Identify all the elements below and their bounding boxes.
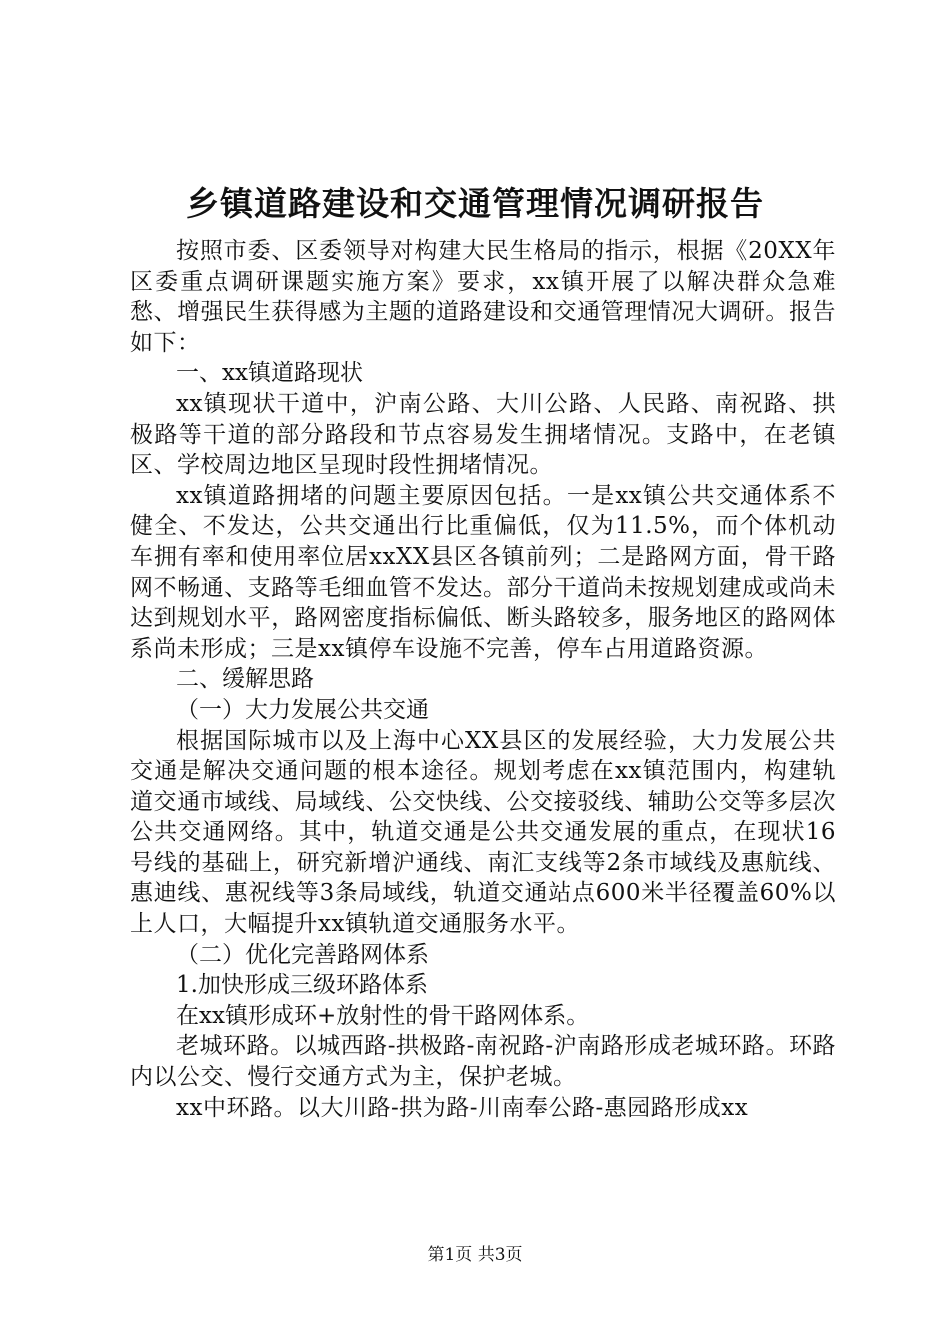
section-heading-2: 二、缓解思路 <box>176 666 314 693</box>
subsection-heading-2: （二）优化完善路网体系 <box>176 941 429 968</box>
intro-paragraph: 按照市委、区委领导对构建大民生格局的指示，根据《20XX年区委重点调研课题实施方案》要求，xx镇开展了以解决群众急难愁、增强民生获得感为主题的道路建设和交通管理情况大调研。报告如下： <box>130 238 836 356</box>
ring-system-paragraph: 在xx镇形成环+放射性的骨干路网体系。 <box>176 1002 590 1029</box>
causes-paragraph: xx镇道路拥堵的问题主要原因包括。一是xx镇公共交通体系不健全、不发达，公共交通出行比重偏低，仅为11.5%，而个体机动车拥有率和使用率位居xxXX县区各镇前列；二是路网方面，骨干路网不畅通、支路等毛细血管不发达。部分干道尚未按规划建成或尚未达到规划水平，路网密度指标偏低、断头路较多，服务地区的路网体系尚未形成；三是xx镇停车设施不完善，停车占用道路资源。 <box>130 482 836 662</box>
status-paragraph: xx镇现状干道中，沪南公路、大川公路、人民路、南祝路、拱极路等干道的部分路段和节点容易发生拥堵情况。支路中，在老镇区、学校周边地区呈现时段性拥堵情况。 <box>130 390 836 479</box>
middle-ring-paragraph: xx中环路。以大川路-拱为路-川南奉公路-惠园路形成xx <box>176 1094 749 1121</box>
document-body <box>130 236 836 1123</box>
subsection-heading-1: （一）大力发展公共交通 <box>176 696 429 723</box>
old-city-ring-paragraph: 老城环路。以城西路-拱极路-南祝路-沪南路形成老城环路。环路内以公交、慢行交通方式为主，保护老城。 <box>130 1033 836 1091</box>
section-heading-1: 一、xx镇道路现状 <box>176 360 363 387</box>
page-footer: 第1页 共3页 <box>427 1245 523 1265</box>
document-title: 乡镇道路建设和交通管理情况调研报告 <box>186 184 764 223</box>
public-transit-paragraph: 根据国际城市以及上海中心XX县区的发展经验，大力发展公共交通是解决交通问题的根本途径。规划考虑在xx镇范围内，构建轨道交通市域线、局域线、公交快线、公交接驳线、辅助公交等多层次公共交通网络。其中，轨道交通是公共交通发展的重点，在现状16号线的基础上，研究新增沪通线、南汇支线等2条市域线及惠航线、惠迪线、惠祝线等3条局域线，轨道交通站点600米半径覆盖60%以上人口，大幅提升xx镇轨道交通服务水平。 <box>130 727 836 938</box>
item-heading-1: 1.加快形成三级环路体系 <box>176 972 428 999</box>
